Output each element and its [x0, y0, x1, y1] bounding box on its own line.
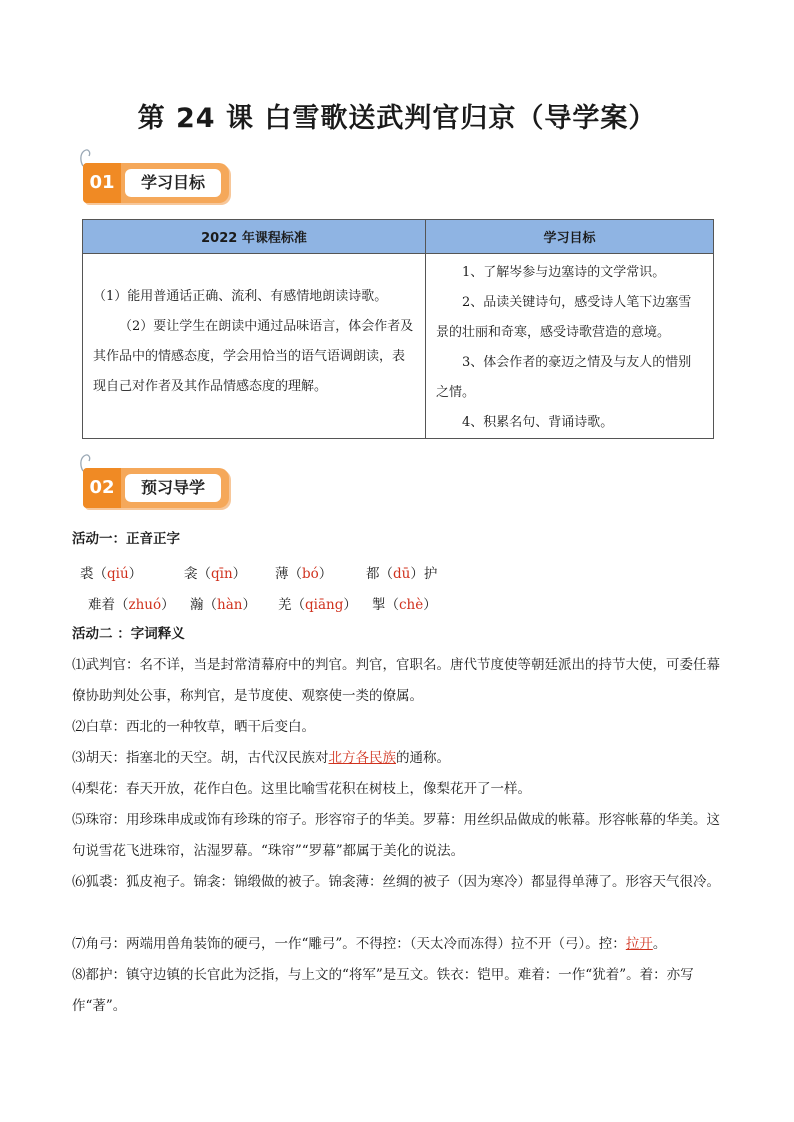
annotation-1: ⑴武判官：名不详，当是封常清幕府中的判官。判官，官职名。唐代节度使等朝廷派出的持节大使，可委任幕僚协助判处公事，称判官，是节度使、观察使一类的僚属。 — [72, 657, 720, 704]
annotation-4: ⑷梨花：春天开放，花作白色。这里比喻雪花积在树枝上，像梨花开了一样。 — [72, 781, 531, 797]
column-header-goals: 学习目标 — [426, 220, 714, 254]
pinyin-item: 裘（qiú） — [80, 566, 143, 582]
goals-cell — [426, 254, 714, 439]
link-pull-open[interactable]: 拉开 — [625, 936, 653, 952]
standard-item: （2）要让学生在朗读中通过品味语言，体会作者及其作品中的情感态度，学会用恰当的语气语调朗读，表现自己对作者及其作品情感态度的理解。 — [93, 319, 414, 394]
goal-item: 2、品读关键诗句，感受诗人笔下边塞雪景的壮丽和奇寒，感受诗歌营造的意境。 — [436, 295, 692, 340]
annotation-7: ⑺角弓：两端用兽角装饰的硬弓，一作“雕弓”。不得控：（天太冷而冻得）拉不开（弓）。控：拉开。 — [72, 936, 667, 952]
standard-item: （1）能用普通话正确、流利、有感情地朗读诗歌。 — [93, 289, 388, 304]
pinyin-item: 衾（qīn） — [184, 566, 247, 582]
section-number: 02 — [83, 468, 121, 508]
pinyin-row — [88, 593, 437, 613]
page-title: 第 24 课 白雪歌送武判官归京（导学案） — [137, 103, 657, 134]
annotation-2: ⑵白草：西北的一种牧草，晒干后变白。 — [72, 719, 315, 735]
annotation-6: ⑹狐裘：狐皮袍子。锦衾：锦缎做的被子。锦衾薄：丝绸的被子（因为寒冷）都显得单薄了。形容天气很冷。 — [72, 874, 720, 890]
section-badge-preview — [83, 468, 231, 508]
annotation-3: ⑶胡天：指塞北的天空。胡，古代汉民族对北方各民族的通称。 — [72, 750, 450, 766]
pinyin-item: 薄（bó） — [275, 566, 333, 582]
link-north-peoples[interactable]: 北方各民族 — [328, 750, 396, 766]
section-label: 预习导学 — [125, 474, 221, 502]
pinyin-item: 难着（zhuó） — [88, 597, 175, 613]
section-label: 学习目标 — [125, 169, 221, 197]
annotation-5: ⑸珠帘：用珍珠串成或饰有珍珠的帘子。形容帘子的华美。罗幕：用丝织品做成的帐幕。形容帐幕的华美。这句说雪花飞进珠帘，沾湿罗幕。“珠帘”“罗幕”都属于美化的说法。 — [72, 812, 720, 859]
pinyin-row — [80, 562, 437, 582]
goal-item: 4、积累名句、背诵诗歌。 — [462, 415, 614, 430]
section-number: 01 — [83, 163, 121, 203]
activity1-title: 活动一：正音正字 — [72, 531, 180, 547]
pinyin-item: 都（dū）护 — [366, 566, 438, 582]
objectives-table — [82, 219, 714, 439]
pinyin-item: 掣（chè） — [372, 597, 437, 613]
pinyin-item: 瀚（hàn） — [190, 597, 256, 613]
activity2-title: 活动二 ：字词释义 — [72, 626, 185, 642]
standards-cell — [83, 254, 426, 439]
goal-item: 1、了解岑参与边塞诗的文学常识。 — [462, 265, 666, 280]
section-badge-objectives — [83, 163, 231, 203]
goal-item: 3、体会作者的豪迈之情及与友人的惜别之情。 — [436, 355, 692, 400]
annotation-8: ⑻都护：镇守边镇的长官此为泛指，与上文的“将军”是互文。铁衣：铠甲。难着：一作“犹着”。着：亦写作“著”。 — [72, 967, 694, 1014]
pinyin-item: 羌（qiāng） — [278, 597, 357, 613]
column-header-standards: 2022 年课程标准 — [83, 220, 426, 254]
